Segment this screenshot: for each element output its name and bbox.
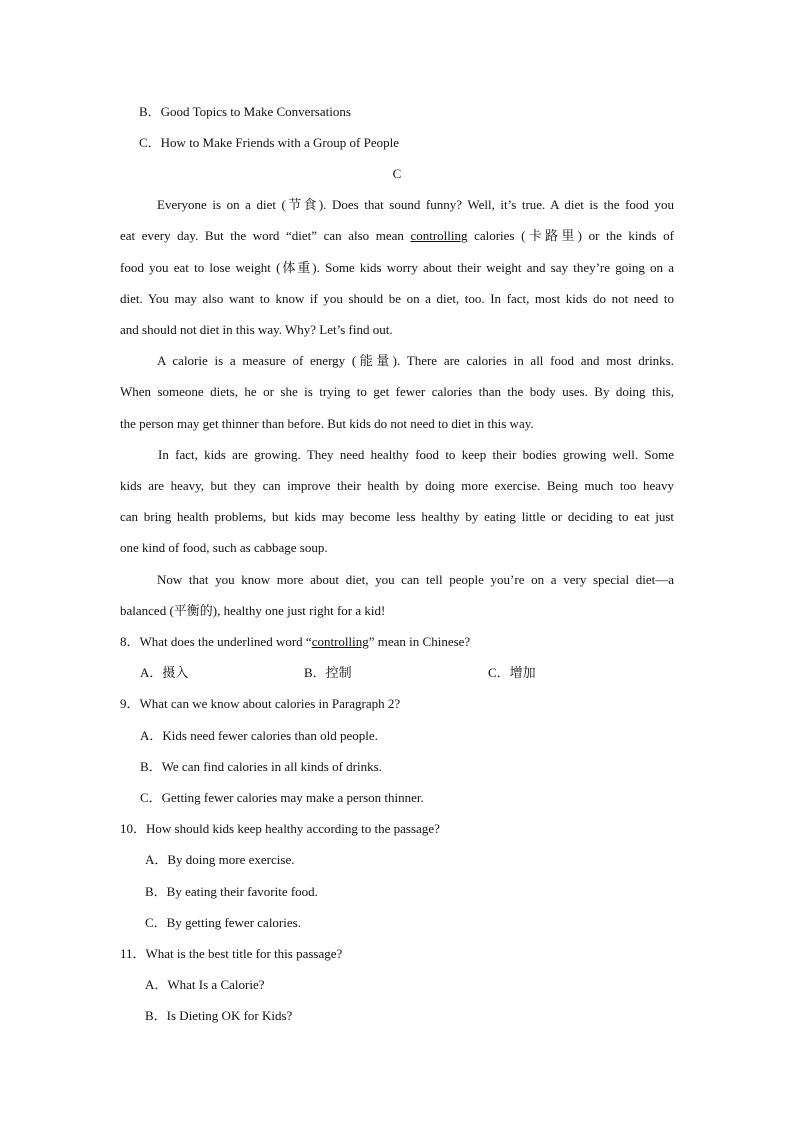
section-letter: C [392,166,402,181]
option-c: C．Getting fewer calories may make a person thinner. [140,790,424,805]
text-run: 8．What does the underlined word “ [120,634,312,649]
underlined-word: controlling [410,228,468,243]
option-a: A．Kids need fewer calories than old people. [140,728,378,743]
paragraph-line: When someone diets, he or she is trying to get fewer calories than the body uses. By doing this, [120,384,674,399]
underlined-word: controlling [311,634,369,649]
text-run: calories (卡路里) or the kinds of [467,228,674,243]
paragraph-line: Now that you know more about diet, you can tell people you’re on a very special diet—a [157,572,674,587]
paragraph-line: Everyone is on a diet (节食). Does that sound funny? Well, it’s true. A diet is the food you [157,197,674,212]
question-stem: 10．How should kids keep healthy according to the passage? [120,821,440,836]
paragraph-line: the person may get thinner than before. But kids do not need to diet in this way. [120,416,534,431]
option-b: B．We can find calories in all kinds of drinks. [140,759,382,774]
option-a: A．What Is a Calorie? [145,977,265,992]
option-b: B．By eating their favorite food. [145,884,318,899]
prev-option-b: B．Good Topics to Make Conversations [139,104,351,119]
text-run: ” mean in Chinese? [368,634,471,649]
paragraph-line: A calorie is a measure of energy (能量). There are calories in all food and most drinks. [157,353,674,368]
paragraph-line: kids are heavy, but they can improve their health by doing more exercise. Being much too heavy [120,478,674,493]
question-stem [120,632,674,652]
option-c: C．By getting fewer calories. [145,915,301,930]
paragraph-line: can bring health problems, but kids may become less healthy by eating little or deciding to eat just [120,509,674,524]
option-c: C．增加 [488,665,536,680]
prev-option-c: C．How to Make Friends with a Group of People [139,135,399,150]
paragraph-line: and should not diet in this way. Why? Let’s find out. [120,322,393,337]
option-a: A．By doing more exercise. [145,852,295,867]
paragraph-line: food you eat to lose weight (体重). Some kids worry about their weight and say they’re going on a [120,260,674,275]
paragraph-line [120,226,674,246]
question-stem: 9．What can we know about calories in Paragraph 2? [120,696,401,711]
option-a: A．摄入 [140,665,189,680]
option-row [0,663,794,683]
paragraph-line: diet. You may also want to know if you should be on a diet, too. In fact, most kids do not need to [120,291,674,306]
text-run: eat every day. But the word “diet” can also mean [120,228,411,243]
option-b: B．控制 [304,665,352,680]
paragraph-line: balanced (平衡的), healthy one just right for a kid! [120,603,386,618]
option-b: B．Is Dieting OK for Kids? [145,1008,293,1023]
paragraph-line: one kind of food, such as cabbage soup. [120,540,328,555]
paragraph-line: In fact, kids are growing. They need healthy food to keep their bodies growing well. Some [158,447,674,462]
question-stem: 11．What is the best title for this passage? [120,946,343,961]
